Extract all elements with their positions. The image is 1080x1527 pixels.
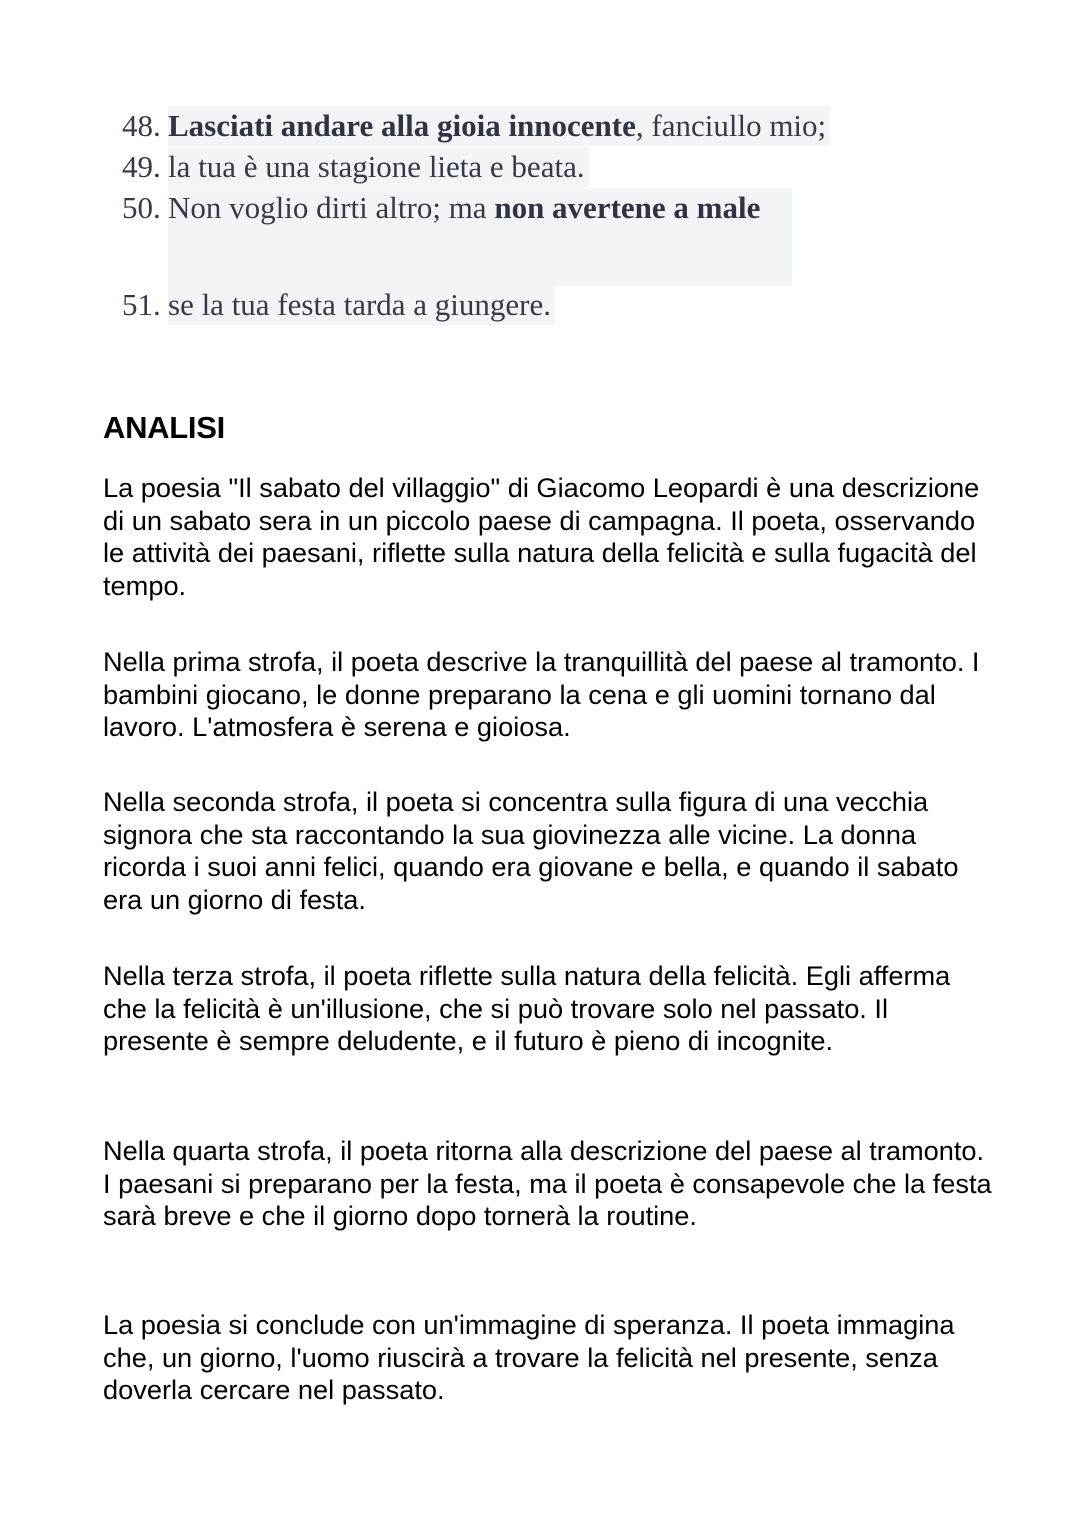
analysis-paragraph: Nella terza strofa, il poeta riflette sulla natura della felicità. Egli afferma che la felicità è un'illusione, che si può trovare solo nel passato. Il presente è sempre deludente, e il futuro è pieno di incognite. [103,960,951,1056]
verse-pre-text: Non voglio dirti altro; ma [168,190,495,225]
analysis-paragraph: La poesia si conclude con un'immagine di speranza. Il poeta immagina che, un giorno, l'uomo riuscirà a trovare la felicità nel presente, senza doverla cercare nel passato. [103,1309,955,1405]
verse-text [168,106,830,146]
verse-number: 48. [122,108,161,143]
analysis-paragraph: Nella quarta strofa, il poeta ritorna alla descrizione del paese al tramonto. I paesani si preparano per la festa, ma il poeta è consapevole che la festa sarà breve e che il giorno dopo tornerà la routine. [103,1135,992,1231]
verse-number: 51. [122,287,161,322]
analysis-paragraph: Nella seconda strofa, il poeta si concentra sulla figura di una vecchia signora che sta raccontando la sua giovinezza alle vicine. La donna ricorda i suoi anni felici, quando era giovane e bella, e quando il sabato era un giorno di festa. [103,786,959,915]
verse-text [168,188,792,286]
verse-rest-text: , fanciullo mio; [635,108,827,143]
verse-bold-text: non avertene a male [494,190,761,225]
analysis-paragraph: La poesia "Il sabato del villaggio" di Giacomo Leopardi è una descrizione di un sabato sera in un piccolo paese di campagna. Il poeta, osservando le attività dei paesani, riflette sulla natura della felicità e sulla fugacità del tempo. [103,472,980,601]
analysis-paragraph: Nella prima strofa, il poeta descrive la tranquillità del paese al tramonto. I bambini giocano, le donne preparano la cena e gli uomini tornano dal lavoro. L'atmosfera è serena e gioiosa. [103,646,980,742]
verse-text: la tua è una stagione lieta e beata. [168,147,589,187]
verse-number: 50. [122,190,161,225]
verse-bold-text: Lasciati andare alla gioia innocente [168,108,636,143]
verse-text: se la tua festa tarda a giungere. [168,285,555,325]
section-title: ANALISI [103,410,225,445]
verse-number: 49. [122,149,161,184]
